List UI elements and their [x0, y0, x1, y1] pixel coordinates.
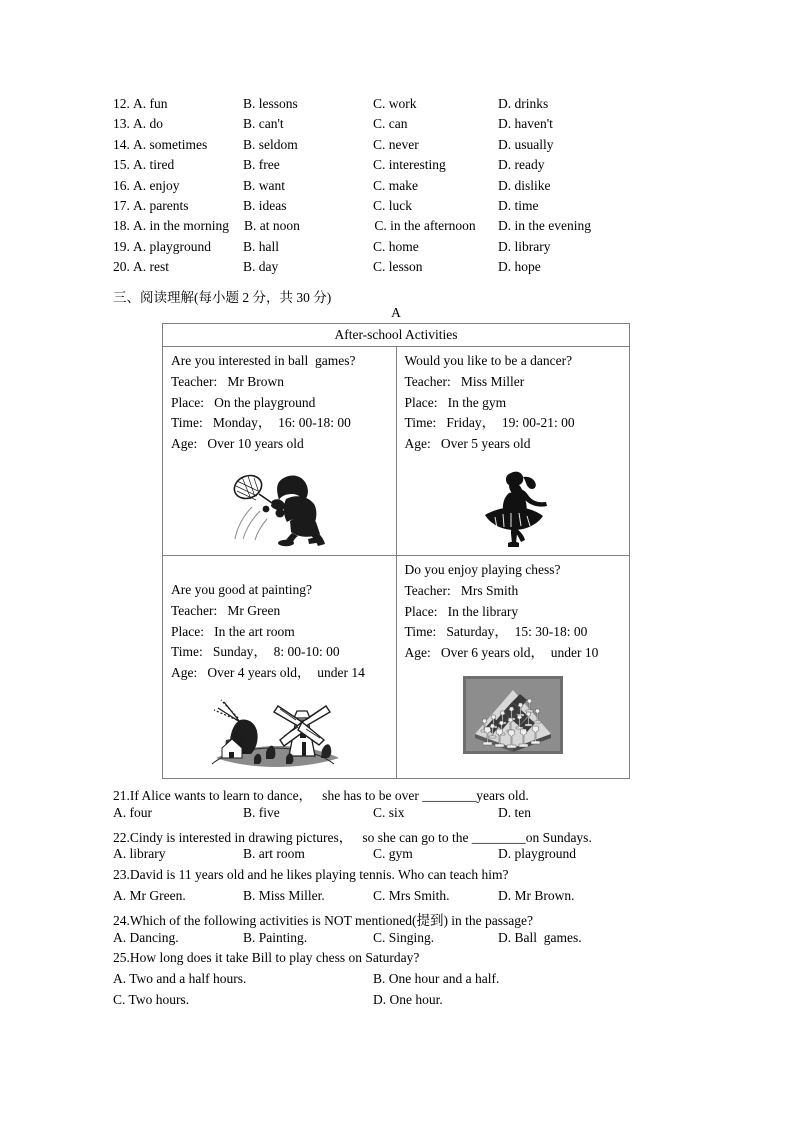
option-d[interactable]: D. playground: [498, 846, 576, 862]
option-d[interactable]: D. haven't: [498, 116, 553, 132]
option-b[interactable]: B. Painting.: [243, 929, 308, 945]
option-d[interactable]: D. dislike: [498, 177, 551, 193]
after-school-activities-table: [162, 323, 630, 779]
windmill-drawing-illustration: [163, 690, 396, 778]
table-row: [163, 347, 630, 556]
option-d[interactable]: D. time: [498, 197, 539, 213]
activity-time: Time: Friday， 19: 00-21: 00: [404, 415, 575, 431]
activity-age: Age: Over 5 years old: [404, 436, 531, 452]
activity-place: Place: In the library: [404, 603, 519, 619]
option-d[interactable]: D. One hour.: [373, 991, 443, 1007]
reading-questions-block: [113, 784, 723, 1013]
cloze-option-row: [113, 239, 713, 259]
activity-age: Age: Over 4 years old， under 14: [171, 665, 365, 681]
activity-cell-dancer: [396, 347, 630, 556]
passage-label: A: [391, 305, 401, 320]
question-options: [113, 888, 723, 909]
option-c[interactable]: C. luck: [373, 197, 412, 213]
option-b[interactable]: B. hall: [243, 238, 279, 254]
option-a[interactable]: A. Mr Green.: [113, 887, 186, 903]
option-d[interactable]: D. ten: [498, 804, 531, 820]
option-c[interactable]: C. in the afternoon: [371, 218, 476, 234]
question-number: 14.: [113, 136, 130, 152]
option-a[interactable]: A. rest: [133, 259, 169, 275]
section-heading: 三、阅读理解(每小题 2 分，共 30 分): [113, 290, 332, 305]
option-b[interactable]: B. art room: [243, 846, 305, 862]
cloze-option-row: [113, 259, 713, 279]
question-stem: 25.How long does it take Bill to play chess on Saturday?: [113, 950, 420, 966]
ballerina-illustration: [397, 461, 630, 555]
option-a[interactable]: A. fun: [133, 96, 168, 111]
option-d[interactable]: D. hope: [498, 259, 541, 275]
option-b[interactable]: B. ideas: [243, 197, 287, 213]
option-a[interactable]: A. tired: [133, 157, 175, 173]
question-options: [113, 971, 723, 992]
option-a[interactable]: A. enjoy: [133, 177, 180, 193]
question-number: 12.: [113, 96, 130, 111]
option-b[interactable]: B. day: [243, 259, 279, 275]
activity-time: Time: Monday， 16: 00-18: 00: [171, 415, 351, 431]
activity-teacher: Teacher: Mr Green: [171, 602, 281, 618]
option-a[interactable]: A. sometimes: [133, 136, 208, 152]
activity-cell-painting: [163, 555, 397, 778]
option-b[interactable]: B. at noon: [244, 218, 300, 234]
option-c[interactable]: C. interesting: [373, 157, 446, 173]
cloze-option-row: [113, 157, 713, 177]
question-number: 17.: [113, 197, 130, 213]
cloze-option-row: [113, 116, 713, 136]
activity-age: Age: Over 10 years old: [171, 436, 304, 452]
activity-time: Time: Sunday， 8: 00-10: 00: [171, 644, 340, 660]
question-number: 15.: [113, 157, 130, 173]
option-a[interactable]: A. playground: [133, 238, 211, 254]
cloze-option-row: [113, 96, 713, 116]
activity-teacher: Teacher: Miss Miller: [404, 373, 525, 389]
activity-teacher: Teacher: Mr Brown: [171, 373, 285, 389]
cloze-option-row: [113, 198, 713, 218]
option-b[interactable]: B. Miss Miller.: [243, 887, 325, 903]
option-b[interactable]: B. free: [243, 157, 280, 173]
option-a[interactable]: A. in the morning: [133, 218, 229, 234]
tennis-player-illustration: [163, 461, 396, 551]
cloze-option-row: [113, 218, 713, 238]
cloze-option-row: [113, 137, 713, 157]
activity-place: Place: On the playground: [171, 394, 316, 410]
activity-time: Time: Saturday， 15: 30-18: 00: [404, 624, 588, 640]
option-a[interactable]: A. library: [113, 846, 166, 862]
activity-place: Place: In the gym: [404, 394, 507, 410]
option-c[interactable]: C. can: [373, 116, 408, 132]
option-c[interactable]: C. six: [373, 804, 405, 820]
option-d[interactable]: D. Mr Brown.: [498, 887, 575, 903]
activity-question: Do you enjoy playing chess?: [404, 561, 561, 577]
option-c[interactable]: C. work: [373, 96, 417, 111]
activity-question: Would you like to be a dancer?: [404, 353, 573, 368]
activity-teacher: Teacher: Mrs Smith: [404, 582, 519, 598]
activity-question: Are you interested in ball games?: [171, 353, 356, 368]
cloze-options-block: [113, 96, 713, 280]
table-title: After-school Activities: [163, 324, 630, 347]
option-a[interactable]: A. parents: [133, 197, 189, 213]
option-b[interactable]: B. five: [243, 804, 280, 820]
option-c[interactable]: C. never: [373, 136, 419, 152]
question-options: [113, 846, 723, 867]
activity-place: Place: In the art room: [171, 623, 295, 639]
option-c[interactable]: C. Mrs Smith.: [373, 887, 450, 903]
option-a[interactable]: A. Dancing.: [113, 929, 179, 945]
option-b[interactable]: B. can't: [243, 116, 284, 132]
option-c[interactable]: C. Two hours.: [113, 991, 190, 1007]
activity-age: Age: Over 6 years old， under 10: [404, 645, 599, 661]
option-c[interactable]: C. lesson: [373, 259, 423, 275]
option-c[interactable]: C. make: [373, 177, 418, 193]
option-d[interactable]: D. ready: [498, 157, 545, 173]
option-c[interactable]: C. gym: [373, 846, 413, 862]
option-b[interactable]: B. want: [243, 177, 285, 193]
table-header-row: [163, 324, 630, 347]
option-a[interactable]: A. Two and a half hours.: [113, 971, 247, 987]
option-c[interactable]: C. Singing.: [373, 929, 435, 945]
option-b[interactable]: B. lessons: [243, 96, 298, 111]
question-options: [113, 992, 723, 1013]
question-number: 20.: [113, 259, 130, 275]
question-stem: 21.If Alice wants to learn to dance， she has to be over ________years old.: [113, 788, 529, 803]
question-number: 18.: [113, 218, 130, 234]
chessboard-photo: [397, 670, 630, 758]
question-number: 13.: [113, 116, 130, 132]
question-number: 16.: [113, 177, 130, 193]
option-d[interactable]: D. usually: [498, 136, 554, 152]
question-number: 19.: [113, 238, 130, 254]
question-stem: 23.David is 11 years old and he likes playing tennis. Who can teach him?: [113, 867, 509, 883]
question-options: [113, 805, 723, 826]
question-stem: 22.Cindy is interested in drawing pictures， so she can go to the ________on Sundays.: [113, 829, 592, 845]
option-d[interactable]: D. library: [498, 238, 551, 254]
activity-question: Are you good at painting?: [171, 581, 312, 597]
option-d[interactable]: D. Ball games.: [498, 929, 582, 945]
cloze-option-row: [113, 178, 713, 198]
option-d[interactable]: D. in the evening: [498, 218, 591, 234]
option-d[interactable]: D. drinks: [498, 96, 549, 111]
question-options: [113, 930, 723, 951]
option-b[interactable]: B. One hour and a half.: [373, 971, 500, 987]
activity-cell-ball-games: [163, 347, 397, 556]
table-row: [163, 555, 630, 778]
option-a[interactable]: A. four: [113, 804, 152, 820]
activity-cell-chess: [396, 555, 630, 778]
option-c[interactable]: C. home: [373, 238, 419, 254]
option-a[interactable]: A. do: [133, 116, 163, 132]
question-stem: 24.Which of the following activities is NOT mentioned(提到) in the passage?: [113, 912, 534, 928]
option-b[interactable]: B. seldom: [243, 136, 298, 152]
